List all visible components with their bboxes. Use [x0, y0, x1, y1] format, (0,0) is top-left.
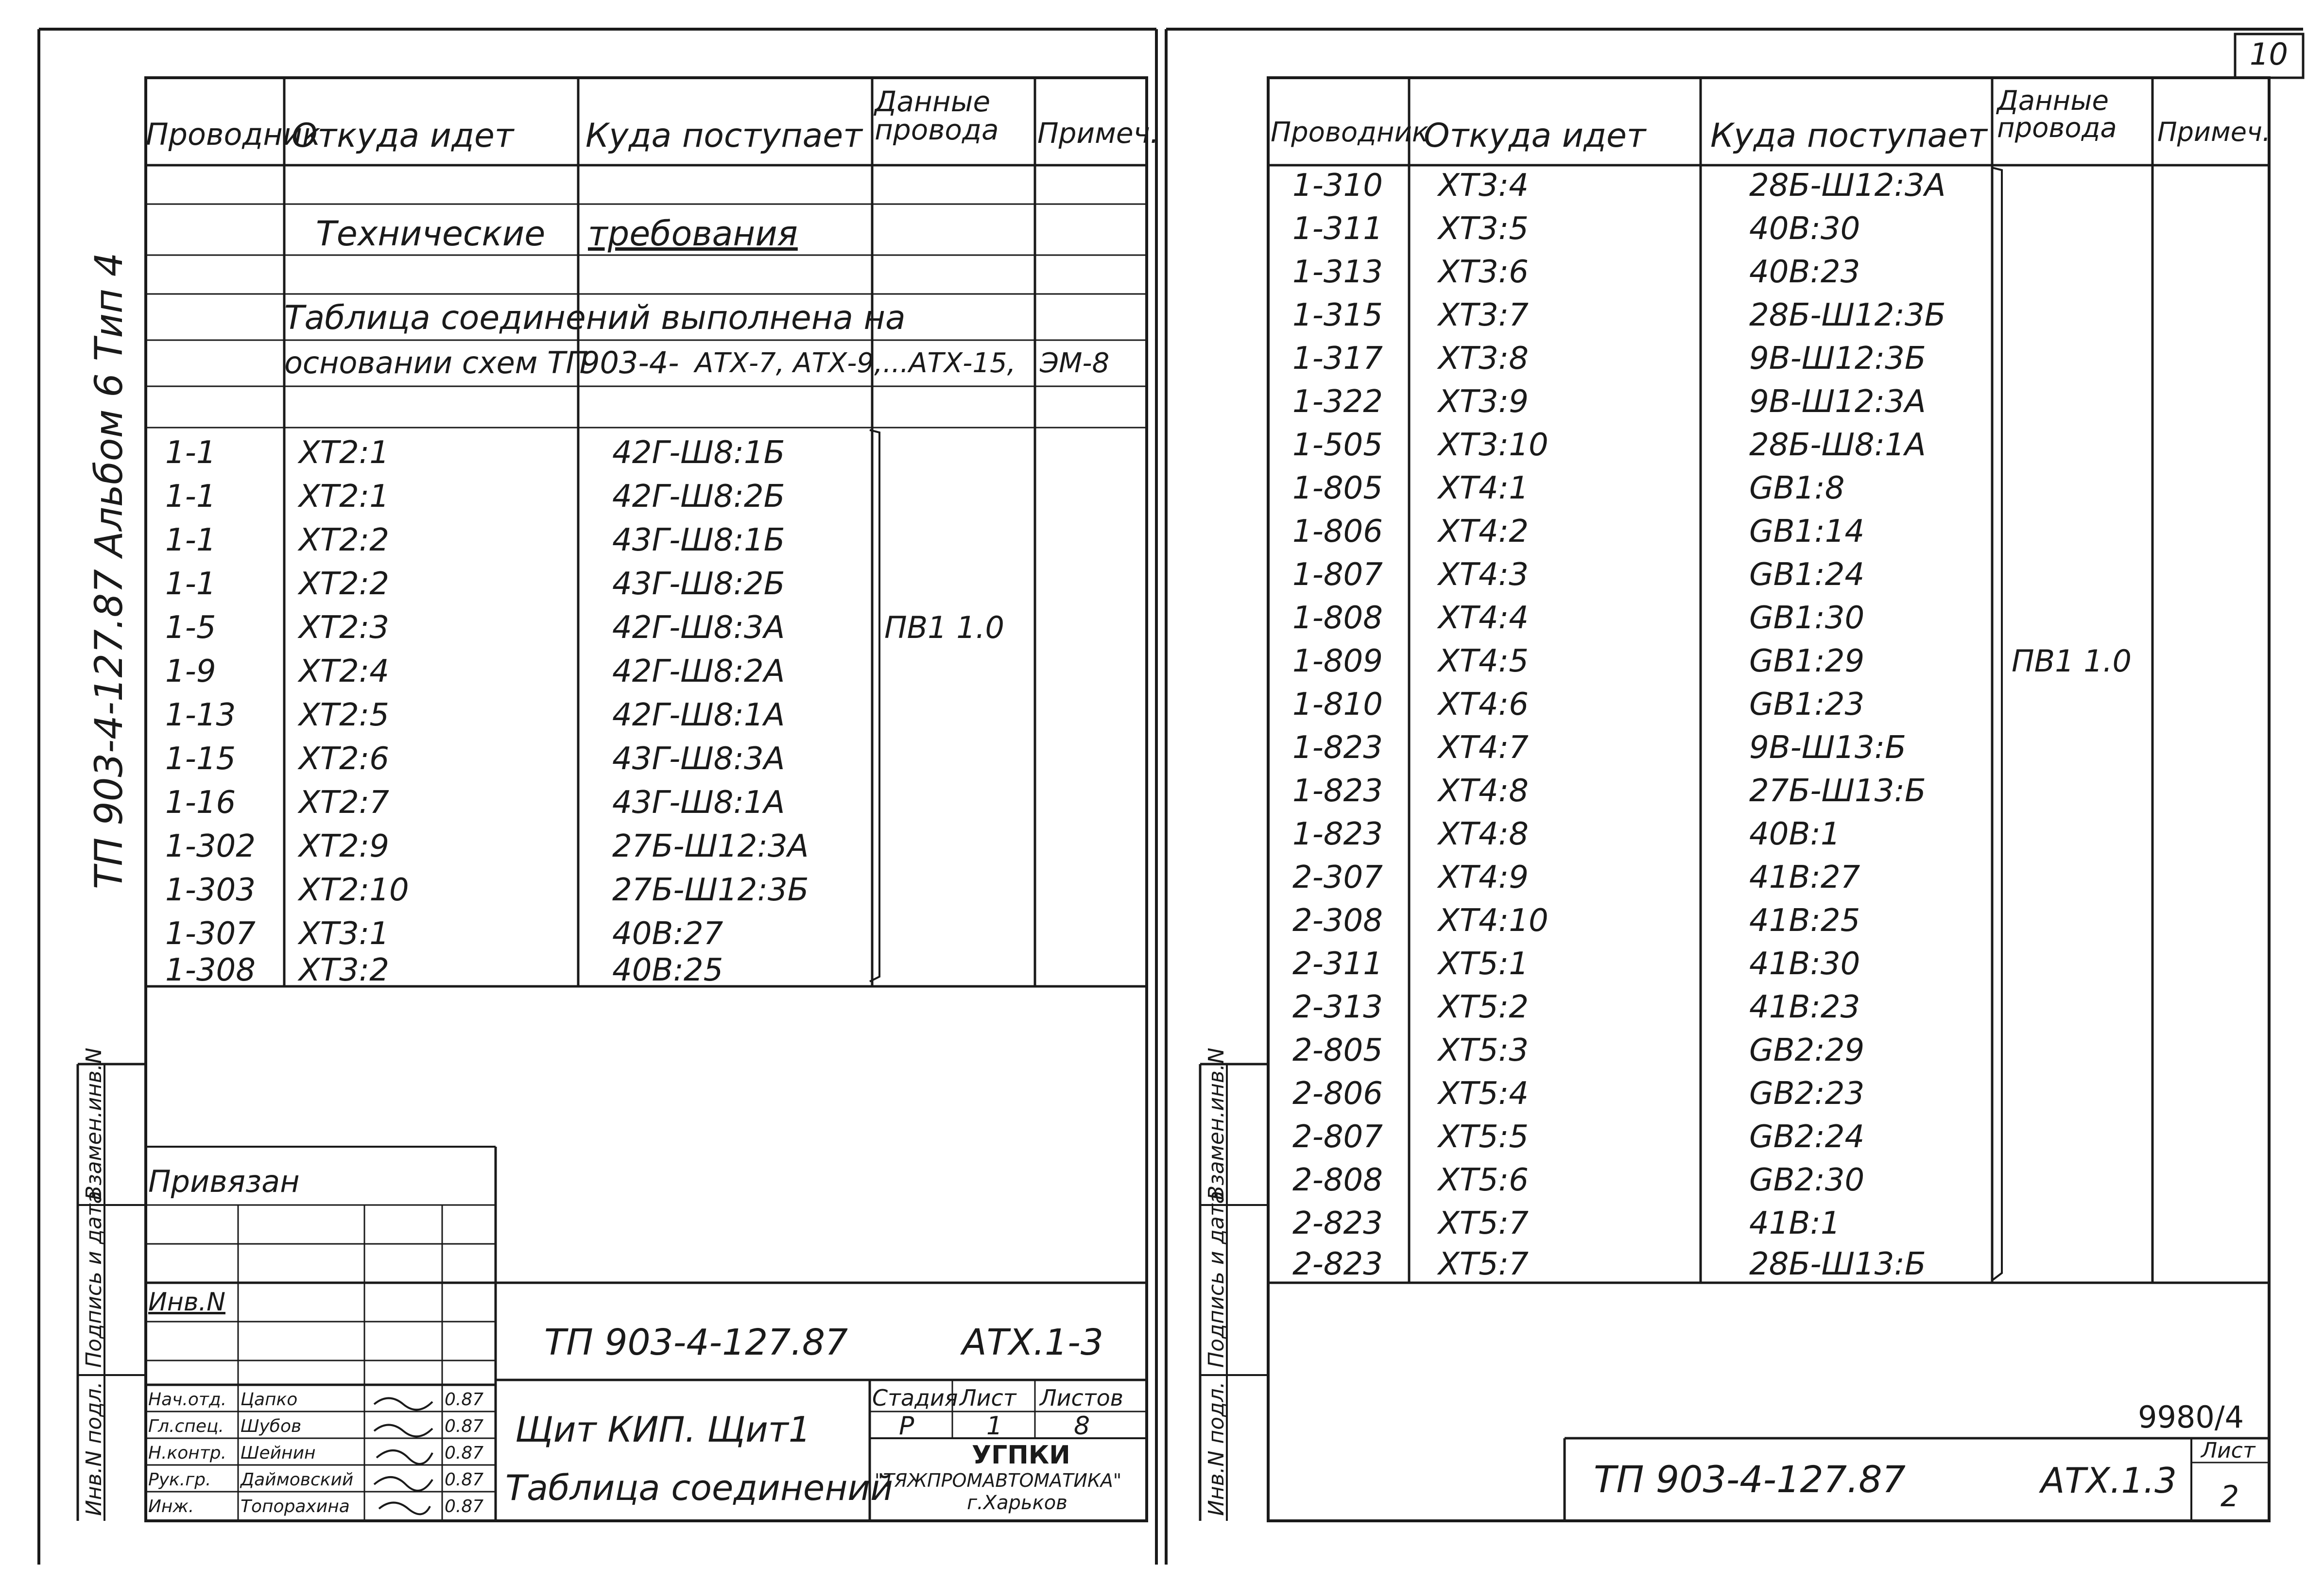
table-row-from: ХТ4:8: [1438, 773, 1529, 809]
note-line-2d: ЭМ-8: [1040, 347, 1110, 379]
table-row-from: ХТ5:7: [1438, 1246, 1529, 1282]
table-row-cond: 1-303: [165, 872, 256, 908]
note-line-2a: основании схем ТП: [284, 345, 588, 380]
table-row-from: ХТ2:6: [299, 741, 389, 777]
header-wire-data: Данные провода: [1997, 85, 2117, 144]
sheet-label: Лист: [960, 1385, 1016, 1411]
header-conductor: Проводник: [146, 117, 321, 152]
table-row-to: 9В-Ш13:Б: [1749, 730, 1907, 766]
staff-date: 0.87: [445, 1470, 484, 1490]
table-row-from: ХТ3:1: [299, 916, 389, 952]
table-row-cond: 1-9: [165, 654, 216, 689]
wire-data-value: ПВ1 1.0: [884, 610, 1004, 645]
table-row-to: GB1:23: [1749, 687, 1865, 723]
staff-date: 0.87: [445, 1443, 484, 1463]
table-row-to: 43Г-Ш8:3А: [612, 741, 785, 777]
table-row-cond: 1-322: [1292, 384, 1383, 420]
table-row-to: 28Б-Ш13:Б: [1749, 1246, 1926, 1282]
table-row-from: ХТ4:2: [1438, 514, 1529, 550]
table-row-cond: 1-311: [1292, 211, 1383, 247]
staff-role: Гл.спец.: [148, 1416, 224, 1436]
org-name: УГПКИ: [972, 1441, 1070, 1470]
table-row-to: 9В-Ш12:3Б: [1749, 341, 1926, 377]
table-row-to: 27Б-Ш12:3Б: [612, 872, 809, 908]
table-row-to: 40В:1: [1749, 816, 1841, 852]
table-row-to: 40В:25: [612, 952, 723, 988]
table-row-cond: 1-808: [1292, 600, 1383, 636]
table-row-from: ХТ5:3: [1438, 1033, 1529, 1068]
tech-title-1: Технические: [316, 214, 546, 254]
note-line-2b: 903-4-: [581, 345, 679, 380]
table-row-from: ХТ2:9: [299, 828, 389, 864]
side-label-sign-date: Подпись и дата: [1204, 1190, 1229, 1368]
org-city: г.Харьков: [967, 1492, 1067, 1514]
table-row-from: ХТ2:4: [299, 654, 389, 689]
table-row-from: ХТ2:1: [299, 479, 389, 515]
table-row-cond: 2-805: [1292, 1033, 1383, 1068]
stamp-code: ТП 903-4-127.87: [1594, 1458, 1906, 1501]
table-row-to: 28Б-Ш8:1А: [1749, 427, 1926, 463]
staff-name: Даймовский: [241, 1470, 354, 1490]
staff-name: Шейнин: [241, 1443, 316, 1463]
table-row-from: ХТ3:8: [1438, 341, 1529, 377]
table-row-to: 43Г-Ш8:1Б: [612, 522, 785, 558]
sheet-label: Лист: [2201, 1438, 2255, 1463]
stage-label: Стадия: [872, 1385, 958, 1411]
table-row-to: 40В:23: [1749, 254, 1860, 290]
table-row-from: ХТ4:1: [1438, 470, 1529, 506]
sheet-value: 2: [2221, 1480, 2239, 1514]
table-row-to: GB2:29: [1749, 1033, 1865, 1068]
side-title: ТП 903-4-127.87 Альбом 6 Тип 4: [87, 252, 131, 889]
table-row-from: ХТ2:2: [299, 566, 389, 602]
table-row-to: 41В:23: [1749, 989, 1860, 1025]
table-row-cond: 1-1: [165, 479, 216, 515]
table-row-to: GB1:24: [1749, 557, 1865, 593]
stage-value: Р: [899, 1412, 914, 1441]
staff-role: Рук.гр.: [148, 1470, 211, 1490]
table-row-cond: 1-16: [165, 785, 236, 821]
table-row-to: GB1:8: [1749, 470, 1845, 506]
table-row-from: ХТ3:2: [299, 952, 389, 988]
table-row-to: 43Г-Ш8:2Б: [612, 566, 785, 602]
table-row-from: ХТ5:1: [1438, 946, 1529, 982]
side-label-inv-orig: Инв.N подл.: [82, 1381, 106, 1516]
staff-role: Н.контр.: [148, 1443, 227, 1463]
table-row-to: 28Б-Ш12:3Б: [1749, 297, 1946, 333]
table-row-to: GB1:29: [1749, 643, 1865, 679]
staff-name: Шубов: [241, 1416, 302, 1436]
table-row-cond: 1-307: [165, 916, 256, 952]
table-row-to: 9В-Ш12:3А: [1749, 384, 1926, 420]
header-from: Откуда идет: [292, 117, 514, 155]
staff-date: 0.87: [445, 1390, 484, 1410]
table-row-from: ХТ2:3: [299, 610, 389, 646]
header-from: Откуда идет: [1424, 117, 1646, 155]
table-row-to: 43Г-Ш8:1А: [612, 785, 785, 821]
table-row-cond: 2-806: [1292, 1076, 1383, 1112]
table-row-cond: 1-13: [165, 697, 236, 733]
wire-data-value: ПВ1 1.0: [2012, 643, 2132, 679]
table-row-to: GB2:30: [1749, 1162, 1865, 1198]
table-row-from: ХТ5:6: [1438, 1162, 1529, 1198]
table-row-to: 28Б-Ш12:3А: [1749, 168, 1946, 204]
tech-title-2: требования: [588, 214, 798, 254]
table-row-to: 41В:1: [1749, 1205, 1841, 1241]
table-row-from: ХТ4:6: [1438, 687, 1529, 723]
table-row-cond: 1-308: [165, 952, 256, 988]
table-row-to: 42Г-Ш8:1А: [612, 697, 785, 733]
table-row-cond: 2-308: [1292, 903, 1383, 939]
table-row-from: ХТ4:3: [1438, 557, 1529, 593]
table-row-to: GB2:23: [1749, 1076, 1865, 1112]
table-row-from: ХТ3:5: [1438, 211, 1529, 247]
table-row-from: ХТ5:7: [1438, 1205, 1529, 1241]
sheets-label: Листов: [1040, 1385, 1123, 1411]
table-row-from: ХТ3:7: [1438, 297, 1529, 333]
side-label-inv-orig: Инв.N подл.: [1204, 1381, 1229, 1516]
staff-name: Цапко: [241, 1390, 298, 1410]
table-row-from: ХТ5:2: [1438, 989, 1529, 1025]
side-label-replace-inv: Взамен.инв.N: [82, 1048, 106, 1200]
table-row-from: ХТ4:4: [1438, 600, 1529, 636]
header-note: Примеч.: [2157, 117, 2271, 147]
staff-date: 0.87: [445, 1497, 484, 1516]
table-row-cond: 1-806: [1292, 514, 1383, 550]
header-wire-data: Данные провода: [875, 85, 999, 146]
archive-number: 9980/4: [2138, 1399, 2244, 1435]
side-label-sign-date: Подпись и дата: [82, 1190, 106, 1368]
table-row-cond: 1-317: [1292, 341, 1383, 377]
table-row-cond: 2-307: [1292, 860, 1383, 895]
stamp-code: ТП 903-4-127.87: [544, 1322, 848, 1363]
staff-date: 0.87: [445, 1416, 484, 1436]
header-note: Примеч.: [1037, 117, 1159, 150]
table-row-from: ХТ3:9: [1438, 384, 1529, 420]
table-row-cond: 1-1: [165, 566, 216, 602]
table-row-from: ХТ3:4: [1438, 168, 1529, 204]
header-to: Куда поступает: [1710, 117, 1987, 155]
table-row-to: 40В:30: [1749, 211, 1860, 247]
signature-marks: [369, 1390, 437, 1516]
staff-role: Инж.: [148, 1497, 194, 1516]
table-row-from: ХТ2:7: [299, 785, 389, 821]
table-row-to: GB1:30: [1749, 600, 1865, 636]
table-row-from: ХТ4:10: [1438, 903, 1549, 939]
table-row-from: ХТ4:9: [1438, 860, 1529, 895]
page-number: 10: [2250, 36, 2288, 72]
table-row-from: ХТ5:4: [1438, 1076, 1529, 1112]
side-label-replace-inv: Взамен.инв.N: [1204, 1048, 1229, 1200]
sheets-value: 8: [1074, 1412, 1090, 1441]
org-sub: "ТЯЖПРОМАВТОМАТИКА": [875, 1470, 1122, 1491]
table-row-cond: 2-311: [1292, 946, 1383, 982]
table-row-to: 27Б-Ш13:Б: [1749, 773, 1926, 809]
table-row-from: ХТ2:10: [299, 872, 409, 908]
table-row-from: ХТ3:10: [1438, 427, 1549, 463]
table-row-cond: 2-823: [1292, 1246, 1383, 1282]
table-row-cond: 1-15: [165, 741, 236, 777]
table-row-to: 41В:25: [1749, 903, 1860, 939]
table-row-to: GB1:14: [1749, 514, 1865, 550]
header-to: Куда поступает: [585, 117, 862, 155]
table-row-cond: 1-313: [1292, 254, 1383, 290]
table-row-from: ХТ3:6: [1438, 254, 1529, 290]
table-row-to: 41В:30: [1749, 946, 1860, 982]
note-line-2c: АТХ-7, АТХ-9,...АТХ-15,: [695, 347, 1016, 379]
table-row-cond: 1-823: [1292, 773, 1383, 809]
table-row-to: 42Г-Ш8:2А: [612, 654, 785, 689]
table-row-from: ХТ2:5: [299, 697, 389, 733]
table-row-cond: 1-505: [1292, 427, 1383, 463]
table-row-cond: 1-823: [1292, 816, 1383, 852]
table-row-to: 40В:27: [612, 916, 723, 952]
table-row-to: 27Б-Ш12:3А: [612, 828, 809, 864]
table-row-cond: 1-5: [165, 610, 216, 646]
doc-title: Таблица соединений: [505, 1467, 893, 1508]
table-row-from: ХТ2:2: [299, 522, 389, 558]
table-row-to: GB2:24: [1749, 1119, 1865, 1155]
table-row-cond: 1-810: [1292, 687, 1383, 723]
stamp-sheet-code: АТХ.1-3: [962, 1322, 1103, 1363]
table-row-cond: 1-302: [165, 828, 256, 864]
table-row-cond: 2-313: [1292, 989, 1383, 1025]
table-row-cond: 1-315: [1292, 297, 1383, 333]
table-row-to: 42Г-Ш8:2Б: [612, 479, 785, 515]
table-row-from: ХТ4:8: [1438, 816, 1529, 852]
table-row-to: 42Г-Ш8:1Б: [612, 435, 785, 471]
table-row-from: ХТ5:5: [1438, 1119, 1529, 1155]
staff-role: Нач.отд.: [148, 1390, 227, 1410]
object-title: Щит КИП. Щит1: [515, 1409, 811, 1450]
table-row-cond: 1-805: [1292, 470, 1383, 506]
header-conductor: Проводник: [1271, 117, 1429, 148]
table-row-cond: 1-1: [165, 435, 216, 471]
table-row-cond: 2-808: [1292, 1162, 1383, 1198]
table-row-cond: 1-1: [165, 522, 216, 558]
table-row-to: 41В:27: [1749, 860, 1860, 895]
privyazan-label: Привязан: [148, 1164, 300, 1199]
inv-n-label: Инв.N: [148, 1288, 225, 1317]
table-row-from: ХТ2:1: [299, 435, 389, 471]
table-row-cond: 2-807: [1292, 1119, 1383, 1155]
table-row-cond: 1-807: [1292, 557, 1383, 593]
table-row-cond: 1-809: [1292, 643, 1383, 679]
staff-name: Топорахина: [241, 1497, 350, 1516]
table-row-from: ХТ4:7: [1438, 730, 1529, 766]
table-row-cond: 2-823: [1292, 1205, 1383, 1241]
table-row-cond: 1-823: [1292, 730, 1383, 766]
note-line-1: Таблица соединений выполнена на: [284, 299, 906, 337]
table-row-from: ХТ4:5: [1438, 643, 1529, 679]
sheet-value: 1: [986, 1412, 1003, 1441]
stamp-sheet-code: АТХ.1.3: [2041, 1460, 2177, 1501]
table-row-to: 42Г-Ш8:3А: [612, 610, 785, 646]
table-row-cond: 1-310: [1292, 168, 1383, 204]
